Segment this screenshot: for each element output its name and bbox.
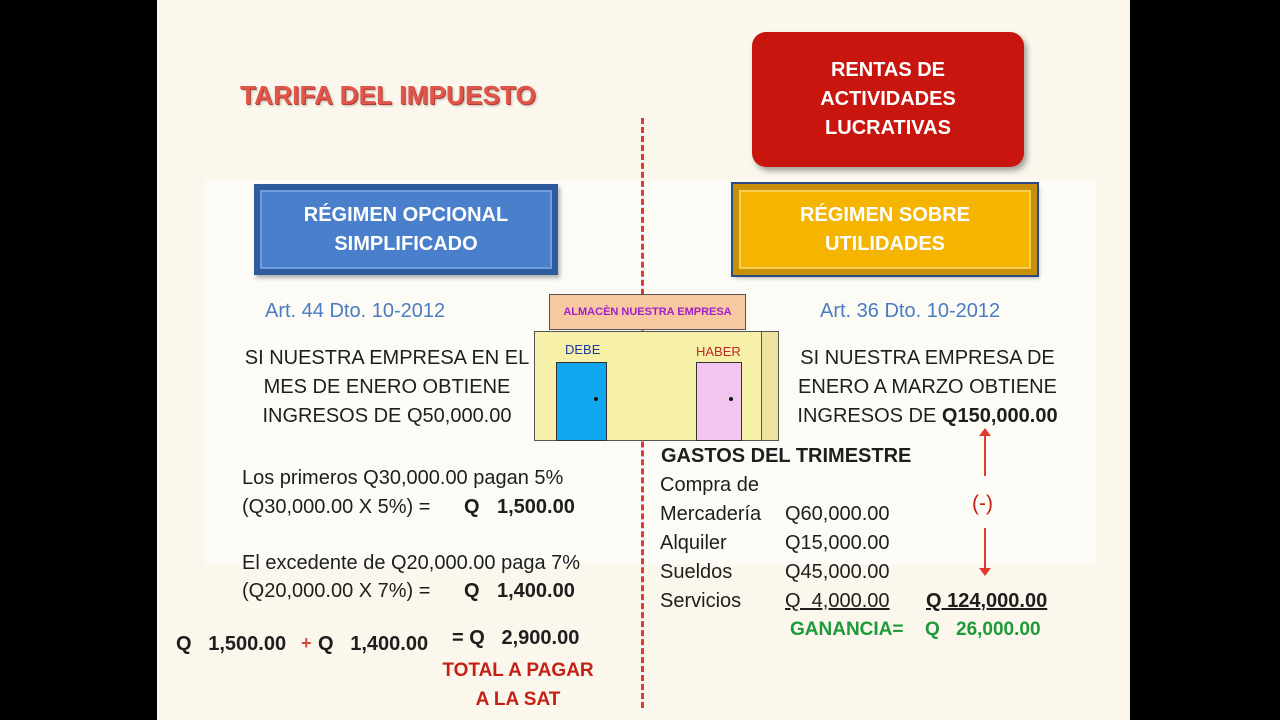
rentas-box: [752, 32, 1024, 167]
gasto-value-2: Q15,000.00: [785, 532, 890, 554]
left-scenario-line2: MES DE ENERO OBTIENE: [263, 376, 511, 398]
arrow-down-icon: [979, 568, 991, 576]
total-label-line2: A LA SAT: [475, 689, 561, 710]
left-article: Art. 44 Dto. 10-2012: [265, 300, 446, 322]
regimen-opcional-line1: RÉGIMEN OPCIONAL: [303, 203, 509, 226]
debe-label: DEBE: [565, 342, 601, 357]
gasto-label-0: Compra de: [660, 474, 759, 496]
minus-sign: (-): [972, 492, 993, 515]
store-sign: ALMACÈN NUESTRA EMPRESA: [549, 294, 746, 330]
sum-first: Q 1,500.00: [176, 633, 287, 655]
ganancia-label: GANANCIA=: [790, 619, 904, 640]
regimen-opcional-line2: SIMPLIFICADO: [334, 232, 478, 255]
right-scenario-amount: Q150,000.00: [941, 405, 1058, 427]
right-scenario-line2: ENERO A MARZO OBTIENE: [798, 376, 1057, 398]
excess-bracket-text: El excedente de Q20,000.00 paga 7%: [242, 552, 581, 574]
regimen-utilidades-line1: RÉGIMEN SOBRE: [799, 203, 971, 226]
rentas-line1: RENTAS DE: [830, 59, 946, 81]
gastos-total: Q 124,000.00: [926, 590, 1048, 612]
door-knob: [729, 397, 733, 401]
haber-label: HABER: [696, 344, 741, 359]
regimen-utilidades-box: [733, 184, 1037, 275]
first-bracket-text: Los primeros Q30,000.00 pagan 5%: [242, 467, 564, 489]
sum-second: Q 1,400.00: [318, 633, 429, 655]
right-scenario: [790, 344, 1065, 431]
right-scenario-line1: SI NUESTRA EMPRESA DE: [800, 347, 1055, 369]
first-bracket-amount: 1,500.00: [497, 496, 575, 518]
regimen-opcional-box: [254, 184, 558, 275]
arrow-up-icon: [979, 428, 991, 436]
gasto-label-1: Mercadería: [660, 503, 762, 525]
regimen-utilidades-line2: UTILIDADES: [825, 232, 945, 255]
left-scenario-line1: SI NUESTRA EMPRESA EN EL: [244, 347, 530, 369]
excess-bracket-formula: (Q20,000.00 X 7%) =: [242, 580, 431, 602]
first-bracket-formula: (Q30,000.00 X 5%) =: [242, 496, 431, 518]
excess-bracket-amount: 1,400.00: [497, 580, 575, 602]
excess-bracket-q: Q: [464, 580, 480, 602]
gastos-heading: GASTOS DEL TRIMESTRE: [661, 445, 912, 467]
gasto-value-1: Q60,000.00: [785, 503, 890, 525]
right-scenario-line3-text: INGRESOS DE: [797, 405, 942, 427]
gasto-label-2: Alquiler: [660, 532, 727, 554]
store-wall-side: [761, 331, 779, 441]
ganancia-q: Q: [925, 619, 940, 640]
ganancia-amount: 26,000.00: [956, 619, 1041, 640]
gasto-value-3: Q45,000.00: [785, 561, 890, 583]
plus-sign: +: [301, 633, 312, 653]
sum-total: = Q 2,900.00: [452, 627, 580, 649]
right-article: Art. 36 Dto. 10-2012: [820, 300, 1001, 322]
gasto-value-4: Q 4,000.00: [785, 590, 890, 612]
door-knob: [594, 397, 598, 401]
rentas-line3: LUCRATIVAS: [825, 117, 951, 139]
first-bracket-q: Q: [464, 496, 480, 518]
gasto-label-4: Servicios: [660, 590, 742, 612]
left-scenario-line3: INGRESOS DE Q50,000.00: [262, 405, 512, 427]
total-label-line1: TOTAL A PAGAR: [442, 660, 594, 681]
gasto-label-3: Sueldos: [660, 561, 733, 583]
total-label: [438, 656, 598, 714]
rentas-line2: ACTIVIDADES: [820, 88, 956, 110]
haber-door: [696, 362, 742, 441]
slide-title: TARIFA DEL IMPUESTO: [240, 80, 537, 110]
right-scenario-line3: [790, 402, 1065, 431]
debe-door: [556, 362, 607, 441]
left-scenario: [242, 344, 532, 431]
